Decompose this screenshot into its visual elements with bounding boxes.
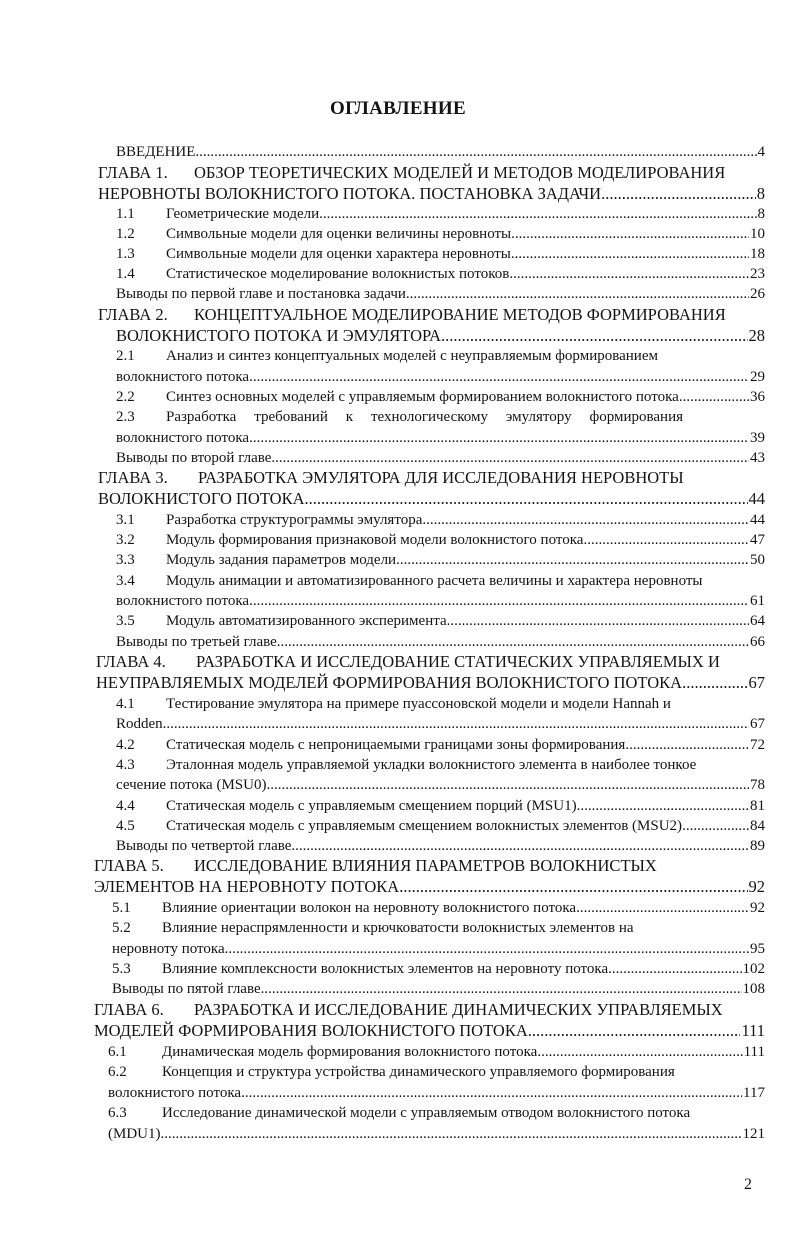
toc-entry-title: Разработка структурограммы эмулятора (166, 512, 423, 528)
toc-entry-title: МОДЕЛЕЙ ФОРМИРОВАНИЯ ВОЛОКНИСТОГО ПОТОКА (94, 1021, 528, 1040)
toc-entry-title: Выводы по четвертой главе (116, 838, 292, 854)
toc-entry-page: 44 (750, 512, 765, 528)
dot-leader (682, 816, 749, 836)
dot-leader (682, 673, 747, 693)
toc-entry-title: волокнистого потока (116, 430, 250, 446)
toc-entry-page: 8 (757, 206, 765, 222)
dot-leader (608, 959, 741, 979)
toc-entry-number: 5.2 (112, 920, 131, 936)
toc-entry-page: 4 (757, 144, 765, 160)
page-number: 2 (744, 1176, 752, 1193)
toc-entry-number: 2.2 (116, 389, 135, 405)
toc-entry-title: Статистическое моделирование волокнистых потоков (166, 266, 510, 282)
toc-entry[interactable] (162, 1103, 752, 1123)
dot-leader (601, 184, 756, 204)
dot-leader (511, 224, 749, 244)
toc-entry[interactable] (116, 448, 765, 468)
toc-entry-page: 29 (750, 369, 765, 385)
toc-entry[interactable] (166, 571, 765, 591)
toc-entry[interactable] (194, 856, 664, 876)
toc-entry-page: 8 (756, 184, 765, 203)
dot-leader (528, 1021, 741, 1041)
toc-entry[interactable] (116, 367, 765, 387)
page-title: ОГЛАВЛЕНИЕ (330, 98, 466, 119)
toc-entry-number: 2.1 (116, 348, 135, 364)
toc-entry[interactable] (116, 714, 765, 734)
dot-leader (399, 877, 747, 897)
dot-leader (249, 591, 749, 611)
toc-entry-title: Статическая модель с управляемым смещением порций (MSU1) (166, 798, 577, 814)
dot-leader (305, 489, 748, 509)
dot-leader (422, 510, 749, 530)
toc-entry-page: 117 (743, 1085, 765, 1101)
toc-entry-title: ВОЛОКНИСТОГО ПОТОКА (98, 489, 305, 508)
toc-entry-page: 36 (750, 389, 765, 405)
toc-entry-number: 6.2 (108, 1064, 127, 1080)
toc-entry[interactable] (166, 530, 765, 550)
toc-entry[interactable] (166, 611, 765, 631)
toc-entry-number: 4.4 (116, 798, 135, 814)
dot-leader (291, 836, 749, 856)
toc-entry-title: Выводы по второй главе (116, 450, 272, 466)
toc-entry[interactable] (162, 1042, 765, 1062)
toc-entry[interactable] (166, 550, 765, 570)
toc-entry-title: Выводы по третьей главе (116, 634, 277, 650)
dot-leader (406, 284, 749, 304)
dot-leader (509, 264, 749, 284)
toc-entry-title: Влияние комплексности волокнистых элементов на неровноту потока (162, 961, 609, 977)
toc-entry-page: 23 (750, 266, 765, 282)
toc-entry-page: 95 (750, 941, 765, 957)
toc-entry-page: 78 (750, 777, 765, 793)
toc-entry[interactable] (162, 918, 686, 938)
toc-entry-page: 66 (750, 634, 765, 650)
toc-entry-number: 6.3 (108, 1105, 127, 1121)
toc-entry-number: 5.3 (112, 961, 131, 977)
toc-entry-title: волокнистого потока (108, 1085, 242, 1101)
toc-entry-title: Выводы по первой главе и постановка задачи (116, 286, 406, 302)
toc-entry-title: РАЗРАБОТКА И ИССЛЕДОВАНИЕ СТАТИЧЕСКИХ УПРАВЛЯЕМЫХ И (196, 652, 720, 671)
toc-entry-title: ВОЛОКНИСТОГО ПОТОКА И ЭМУЛЯТОРА (116, 326, 442, 345)
toc-entry-page: 10 (750, 226, 765, 242)
toc-entry-title: ОБЗОР ТЕОРЕТИЧЕСКИХ МОДЕЛЕЙ И МЕТОДОВ МОДЕЛИРОВАНИЯ (194, 163, 726, 182)
toc-entry-title: Модуль формирования признаковой модели волокнистого потока (166, 532, 584, 548)
toc-entry[interactable] (166, 694, 758, 714)
toc-entry-page: 92 (748, 877, 765, 896)
toc-entry-page: 44 (748, 489, 765, 508)
toc-entry[interactable] (166, 224, 765, 244)
toc-entry-number: 3.5 (116, 613, 135, 629)
dot-leader (577, 796, 749, 816)
toc-entry-page: 121 (742, 1126, 765, 1142)
toc-entry[interactable] (166, 510, 765, 530)
toc-entry-number: ГЛАВА 3. (98, 468, 168, 487)
toc-entry-title: Статическая модель с непроницаемыми границами зоны формирования (166, 737, 626, 753)
toc-entry[interactable] (166, 816, 765, 836)
toc-entry-number: 3.1 (116, 512, 135, 528)
toc-entry[interactable] (108, 1083, 765, 1103)
toc-entry-title: НЕРОВНОТЫ ВОЛОКНИСТОГО ПОТОКА. ПОСТАНОВКА ЗАДАЧИ (98, 184, 602, 203)
dot-leader (241, 1083, 742, 1103)
toc-entry[interactable] (96, 673, 765, 693)
toc-entry-page: 26 (750, 286, 765, 302)
toc-entry-page: 67 (748, 673, 765, 692)
toc-entry-title: РАЗРАБОТКА ЭМУЛЯТОРА ДЛЯ ИССЛЕДОВАНИЯ НЕРОВНОТЫ (198, 468, 684, 487)
dot-leader (319, 204, 756, 224)
toc-entry-page: 18 (750, 246, 765, 262)
toc-entry[interactable] (194, 1000, 736, 1020)
toc-entry[interactable] (116, 632, 765, 652)
toc-entry[interactable] (196, 652, 736, 672)
toc-entry[interactable] (166, 407, 683, 427)
toc-entry[interactable] (166, 204, 765, 224)
toc-entry-page: 64 (750, 613, 765, 629)
toc-entry-number: ГЛАВА 2. (98, 305, 168, 324)
dot-leader (396, 550, 749, 570)
dot-leader (583, 530, 749, 550)
toc-entry-title: сечение потока (MSU0) (116, 777, 267, 793)
dot-leader (625, 735, 749, 755)
toc-entry-number: 3.4 (116, 573, 135, 589)
toc-entry-title: Влияние нераспрямленности и крючковатости волокнистых элементов на (162, 920, 634, 936)
toc-entry-title: Разработка требований к технологическому эмулятору формирования (166, 409, 683, 425)
toc-entry-number: 2.3 (116, 409, 135, 425)
toc-entry-title: ЭЛЕМЕНТОВ НА НЕРОВНОТУ ПОТОКА (94, 877, 400, 896)
dot-leader (271, 448, 749, 468)
dot-leader (511, 244, 749, 264)
toc-entry-page: 50 (750, 552, 765, 568)
toc-entry-title: Динамическая модель формирования волокнистого потока (162, 1044, 538, 1060)
toc-entry-page: 72 (750, 737, 765, 753)
toc-entry[interactable] (162, 1062, 730, 1082)
toc-entry[interactable] (116, 284, 765, 304)
toc-entry-page: 84 (750, 818, 765, 834)
dot-leader (441, 326, 747, 346)
toc-entry-page: 43 (750, 450, 765, 466)
toc-entry-title: Исследование динамической модели с управляемым отводом волокнистого потока (162, 1105, 691, 1121)
toc-entry-title: Синтез основных моделей с управляемым формированием волокнистого потока (166, 389, 679, 405)
dot-leader (166, 714, 749, 734)
toc-entry[interactable] (116, 836, 765, 856)
dot-leader (161, 1124, 742, 1144)
toc-entry-page: 108 (742, 981, 765, 997)
toc-entry-number: 1.4 (116, 266, 135, 282)
dot-leader (537, 1042, 742, 1062)
toc-entry-number: 6.1 (108, 1044, 127, 1060)
toc-entry-page: 89 (750, 838, 765, 854)
toc-entry-title: Модуль задания параметров модели (166, 552, 397, 568)
toc-entry-title: Модуль автоматизированного эксперимента (166, 613, 447, 629)
toc-entry-page: 67 (750, 716, 765, 732)
dot-leader (249, 367, 749, 387)
toc-entry-title: НЕУПРАВЛЯЕМЫХ МОДЕЛЕЙ ФОРМИРОВАНИЯ ВОЛОКНИСТОГО ПОТОКА (96, 673, 683, 692)
toc-entry[interactable] (116, 591, 765, 611)
toc-entry-title: (MDU1) (108, 1126, 161, 1142)
toc-entry-title: Анализ и синтез концептуальных моделей с неуправляемым формированием (166, 348, 658, 364)
toc-entry-title: ВВЕДЕНИЕ (116, 144, 196, 160)
toc-entry-page: 61 (750, 593, 765, 609)
toc-entry-title: Rodden. (116, 716, 167, 732)
toc-entry[interactable] (166, 755, 765, 775)
dot-leader (447, 611, 749, 631)
toc-entry[interactable] (162, 898, 765, 918)
toc-entry[interactable] (98, 184, 765, 204)
toc-entry-number: ГЛАВА 5. (94, 856, 164, 875)
toc-entry[interactable] (166, 735, 765, 755)
dot-leader (277, 632, 749, 652)
toc-entry[interactable] (198, 468, 698, 488)
toc-entry-title: волокнистого потока (116, 593, 250, 609)
toc-entry-title: Влияние ориентации волокон на неровноту волокнистого потока (162, 900, 577, 916)
toc-entry-title: волокнистого потока (116, 369, 250, 385)
toc-entry[interactable] (116, 775, 765, 795)
toc-entry-title: Концепция и структура устройства динамического управляемого формирования (162, 1064, 675, 1080)
toc-entry-number: 4.3 (116, 757, 135, 773)
toc-entry-number: 3.3 (116, 552, 135, 568)
toc-entry-title: РАЗРАБОТКА И ИССЛЕДОВАНИЕ ДИНАМИЧЕСКИХ УПРАВЛЯЕМЫХ (194, 1000, 723, 1019)
toc-entry[interactable] (194, 163, 742, 183)
toc-entry[interactable] (166, 264, 765, 284)
toc-entry-title: Выводы по пятой главе (112, 981, 261, 997)
toc-entry[interactable] (112, 979, 765, 999)
toc-entry-page: 47 (750, 532, 765, 548)
toc-entry-number: ГЛАВА 4. (96, 652, 166, 671)
dot-leader (249, 428, 749, 448)
toc-entry-title: Модуль анимации и автоматизированного расчета величины и характера неровноты (166, 573, 703, 589)
toc-entry-number: 1.3 (116, 246, 135, 262)
toc-entry[interactable] (116, 142, 765, 162)
toc-entry-page: 39 (750, 430, 765, 446)
toc-entry[interactable] (166, 244, 765, 264)
toc-entry-title: неровноту потока (112, 941, 225, 957)
toc-entry-title: Геометрические модели (166, 206, 320, 222)
toc-entry-page: 111 (743, 1044, 765, 1060)
toc-entry-page: 102 (742, 961, 765, 977)
dot-leader (261, 979, 742, 999)
toc-entry-number: 4.2 (116, 737, 135, 753)
dot-leader (266, 775, 749, 795)
toc-entry[interactable] (94, 877, 765, 897)
toc-entry-page: 28 (748, 326, 765, 345)
dot-leader (576, 898, 749, 918)
toc-entry-number: 4.1 (116, 696, 135, 712)
toc-entry[interactable] (108, 1124, 765, 1144)
toc-entry[interactable] (94, 1021, 765, 1041)
toc-entry-title: Символьные модели для оценки величины неровноты (166, 226, 512, 242)
toc-entry-title: КОНЦЕПТУАЛЬНОЕ МОДЕЛИРОВАНИЕ МЕТОДОВ ФОРМИРОВАНИЯ (194, 305, 726, 324)
toc-entry-title: ИССЛЕДОВАНИЕ ВЛИЯНИЯ ПАРАМЕТРОВ ВОЛОКНИСТЫХ (194, 856, 657, 875)
toc-entry-number: ГЛАВА 1. (98, 163, 168, 182)
dot-leader (225, 939, 749, 959)
toc-entry[interactable] (162, 959, 765, 979)
toc-entry-title: Статическая модель с управляемым смещением волокнистых элементов (MSU2) (166, 818, 683, 834)
toc-entry-number: 5.1 (112, 900, 131, 916)
toc-entry-page: 111 (741, 1021, 765, 1040)
toc-entry-title: Символьные модели для оценки характера неровноты (166, 246, 511, 262)
toc-entry-page: 81 (750, 798, 765, 814)
dot-leader (679, 387, 749, 407)
toc-entry[interactable] (194, 305, 742, 325)
toc-entry[interactable] (116, 428, 765, 448)
toc-entry-number: 1.1 (116, 206, 135, 222)
toc-entry-number: 3.2 (116, 532, 135, 548)
toc-entry-number: 4.5 (116, 818, 135, 834)
toc-entry[interactable] (116, 326, 765, 346)
dot-leader (195, 142, 756, 162)
toc-entry[interactable] (98, 489, 765, 509)
toc-entry-number: ГЛАВА 6. (94, 1000, 164, 1019)
toc-entry-number: 1.2 (116, 226, 135, 242)
toc-entry[interactable] (166, 796, 765, 816)
toc-entry-title: Тестирование эмулятора на примере пуассоновской модели и модели Hannah и (166, 696, 671, 712)
toc-entry[interactable] (166, 346, 717, 366)
toc-entry-page: 92 (750, 900, 765, 916)
toc-entry-title: Эталонная модель управляемой укладки волокнистого элемента в наиболее тонкое (166, 757, 697, 773)
toc-entry[interactable] (166, 387, 765, 407)
toc-entry[interactable] (112, 939, 765, 959)
